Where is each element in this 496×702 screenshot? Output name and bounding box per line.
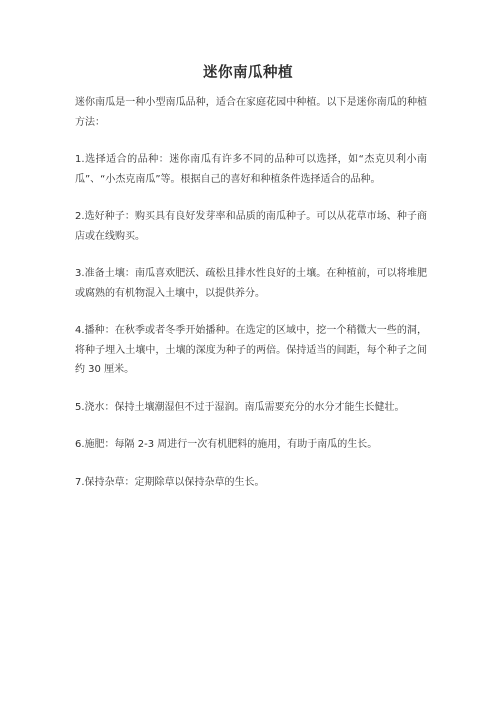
intro-paragraph: 迷你南瓜是一种小型南瓜品种，适合在家庭花园中种植。以下是迷你南瓜的种植方法： [75,97,427,128]
step-4-paragraph: 4.播种：在秋季或者冬季开始播种。在选定的区域中，挖一个稍微大一些的洞，将种子埋入土壤中，土壤的深度为种子的两倍。保持适当的间距，每个种子之间约 30 厘米。 [75,325,427,375]
document-title: 迷你南瓜种植 [203,65,293,81]
document-body [75,93,427,510]
step-5-paragraph: 5.浇水：保持土壤潮湿但不过于湿润。南瓜需要充分的水分才能生长健壮。 [75,401,405,413]
step-2-paragraph: 2.选好种子：购买具有良好发芽率和品质的南瓜种子。可以从花草市场、种子商店或在线购买。 [75,211,427,242]
step-7-paragraph: 7.保持杂草：定期除草以保持杂草的生长。 [75,476,265,488]
step-1-paragraph: 1.选择适合的品种：迷你南瓜有许多不同的品种可以选择，如“杰克贝利小南瓜”、“小杰克南瓜”等。根据自己的喜好和种植条件选择适合的品种。 [75,154,427,185]
step-3-paragraph: 3.准备土壤：南瓜喜欢肥沃、疏松且排水性良好的土壤。在种植前，可以将堆肥或腐熟的有机物混入土壤中，以提供养分。 [75,268,427,299]
step-6-paragraph: 6.施肥：每隔 2-3 周进行一次有机肥料的施用，有助于南瓜的生长。 [75,439,378,450]
